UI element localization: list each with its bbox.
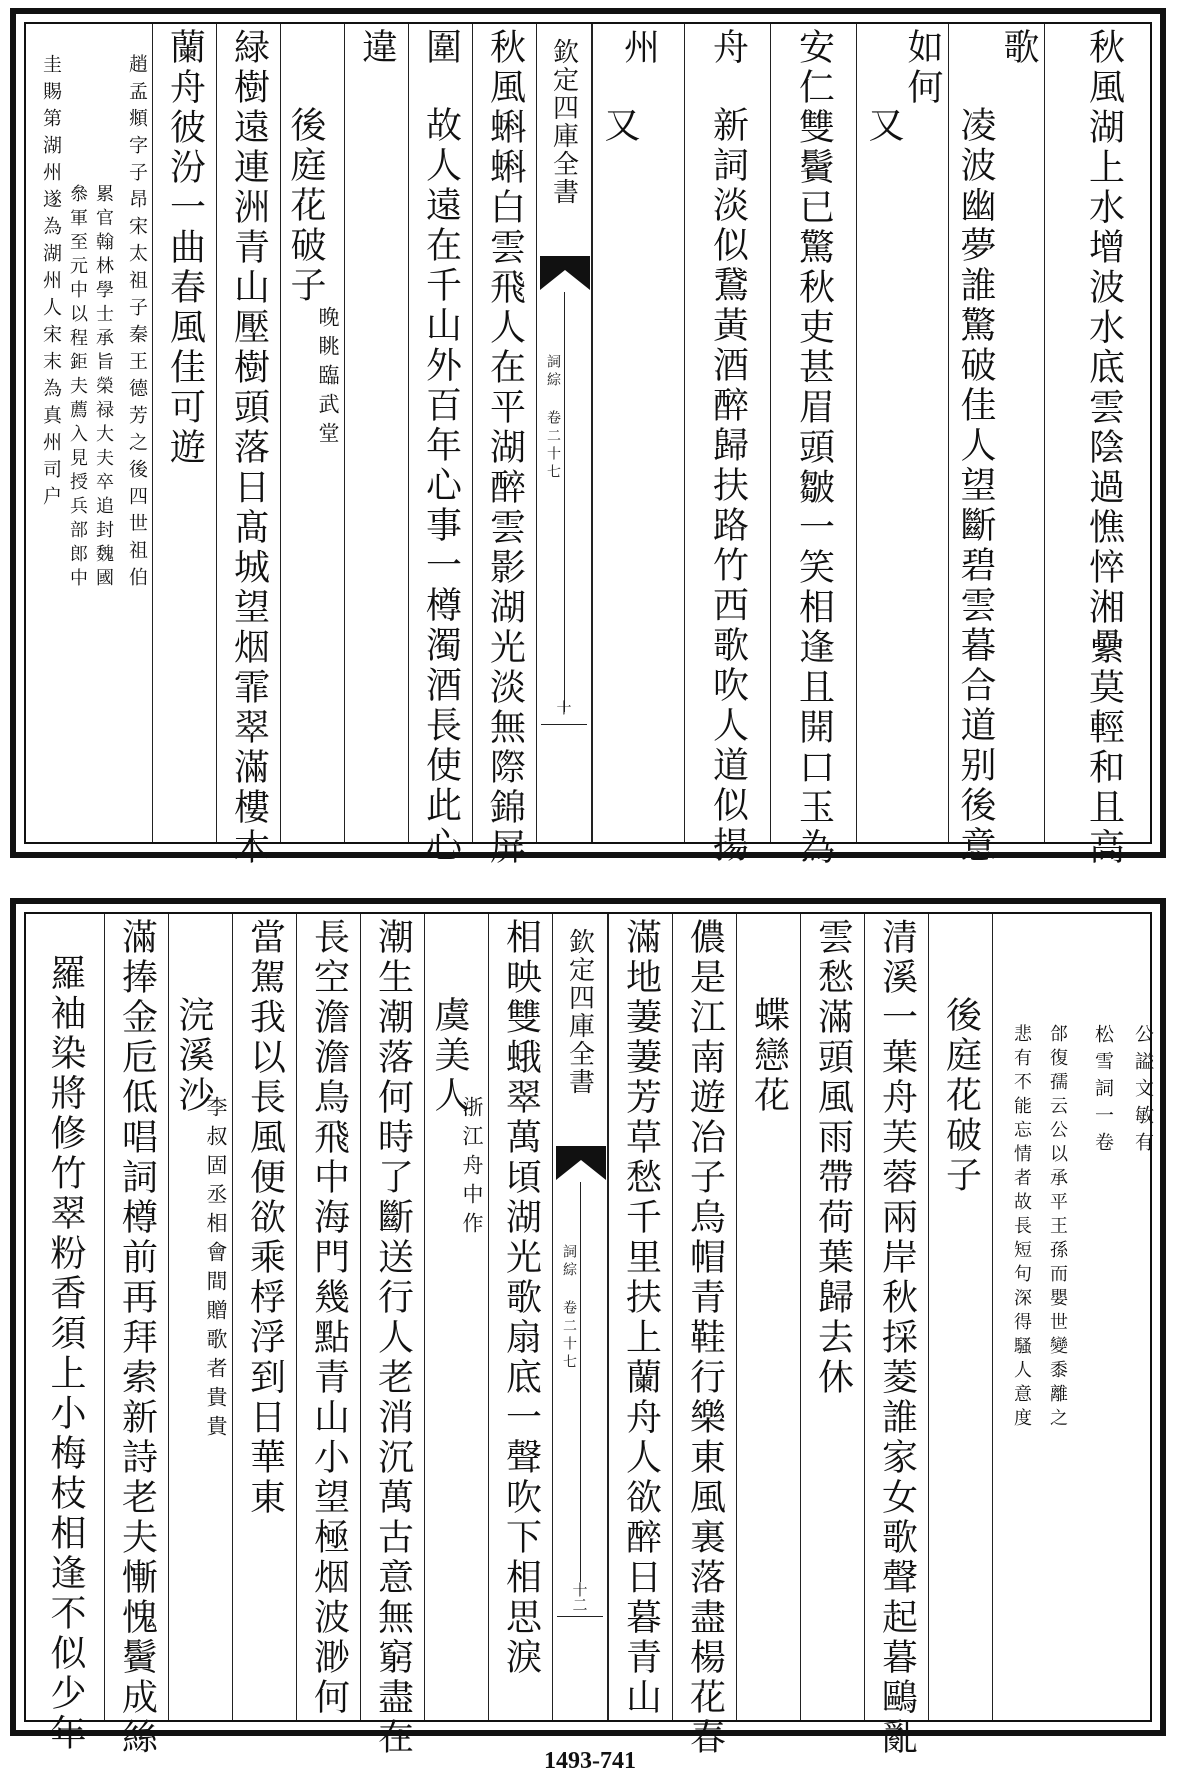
column-text: 圍 [420, 28, 462, 68]
bottom-note-column [992, 914, 1162, 1720]
top-left-col-2 [408, 24, 472, 866]
bottom-note-line-1: 公謚文敏有 [1132, 1024, 1154, 1159]
top-note-line-1: 趙孟頫字子昂宋太祖子秦王德芳之後四世祖伯 [126, 54, 148, 594]
column-text: 潮生潮落何時了斷送行人老消沉萬古意無窮盡在 [372, 918, 414, 1758]
column-text: 相映雙蛾翠萬頃湖光歌扇底一聲吹下相思淚 [500, 918, 542, 1678]
bottom-left-col-5 [232, 914, 296, 1720]
column-text: 歌 [998, 28, 1039, 68]
bottom-right-col-2 [864, 914, 928, 1758]
book-title: 欽定四庫全書 [548, 38, 579, 206]
bottom-page-frame [24, 912, 1154, 1758]
top-center-heading [536, 24, 592, 842]
column-text: 秋風蝌蝌白雲飛人在平湖醉雲影湖光淡無際錦屏 [484, 28, 526, 868]
bottom-right-col-5 [672, 914, 736, 1758]
column-text: 滿地萋萋芳草愁千里扶上蘭舟人欲醉日暮青山 [620, 918, 662, 1718]
top-right-col-6 [592, 24, 684, 842]
column-text: 長空澹澹鳥飛中海門幾點青山小望極烟波渺何 [308, 918, 350, 1718]
footer-page-code: 1493-741 [544, 1748, 636, 1774]
column-text: 秋風湖上水增波水底雲陰過憔悴湘纍莫輕和且高 [1083, 28, 1125, 868]
top-note-line-2: 圭賜第湖州遂為湖州人宋末為真州司户 [40, 54, 62, 513]
bottom-note-line-4: 悲有不能忘情者故長短句深得騷人意度 [1011, 1024, 1032, 1432]
column-text: 州 [618, 28, 660, 68]
bottom-left-col-7 [104, 914, 168, 1758]
top-note-column [26, 24, 152, 842]
tune-title: 後庭花破子 [940, 996, 982, 1196]
bottom-left-col-2 [424, 914, 488, 1720]
bottom-left-col-3 [360, 914, 424, 1758]
tune-title: 蝶戀花 [748, 996, 790, 1116]
bottom-note-line-2: 松雪詞一卷 [1092, 1024, 1114, 1159]
tune-title: 後庭花破子 [285, 106, 326, 306]
column-text-2: 故人遠在千山外百年心事一樽濁酒長使此心 [420, 106, 462, 866]
column-text-2: 又 [599, 106, 640, 146]
fish-tail-mark-icon [556, 1146, 606, 1180]
top-note-line-3: 叅軍至元中以程鉅夫薦入見授兵部郎中 [67, 184, 88, 592]
volume-label: 詞綜 卷二十七 [545, 354, 561, 482]
top-left-col-1 [472, 24, 536, 868]
bottom-left-col-1 [488, 914, 552, 1720]
top-note-line-4: 累官翰林學士承旨榮禄大夫卒追封魏國 [93, 184, 114, 592]
heading-tick [557, 1616, 603, 1617]
book-title: 欽定四庫全書 [564, 928, 595, 1096]
bottom-right-col-1 [928, 914, 992, 1720]
column-text: 儂是江南遊冶子烏帽青鞋行樂東風裏落盡楊花春 [684, 918, 726, 1758]
column-text-2: 又 [863, 106, 904, 146]
column-text: 羅袖染將修竹翠粉香須上小梅枝相逢不似少年 [45, 954, 86, 1754]
column-text: 舟 [707, 28, 749, 68]
column-text: 蘭舟彼汾一曲春風佳可遊 [164, 28, 206, 468]
top-page-frame [24, 22, 1152, 868]
top-right-col-4 [770, 24, 856, 868]
top-left-col-3 [344, 24, 408, 842]
fish-tail-mark-icon [540, 256, 590, 290]
top-left-col-4 [280, 24, 344, 842]
column-text-2: 凌波幽夢誰驚破佳人望斷碧雲暮合道别後意 [955, 106, 996, 866]
heading-rule [580, 1182, 581, 1582]
bottom-right-col-4 [736, 914, 800, 1720]
bottom-left-col-6 [168, 914, 232, 1720]
column-text: 緑樹遠連洲青山壓樹頭落日髙城望烟霏翠滿樓木 [228, 28, 270, 868]
tune-title: 虞美人 [429, 996, 470, 1116]
bottom-note-line-3: 郃復孺云公以承平王孫而嬰世變黍離之 [1047, 1024, 1068, 1432]
column-text: 滿捧金卮低唱詞樽前再拜索新詩老夫慚愧鬢成絲 [116, 918, 158, 1758]
bottom-left-col-8 [26, 914, 104, 1754]
column-text: 安仁雙鬢已驚秋吏甚眉頭皺一笑相逢且開口玉為 [793, 28, 835, 868]
top-left-col-6 [152, 24, 216, 842]
column-text: 清溪一葉舟芙蓉兩岸秋採菱誰家女歌聲起暮鷗亂 [876, 918, 918, 1758]
top-page [10, 8, 1166, 868]
tune-subtitle: 晚眺臨武堂 [316, 306, 340, 451]
bottom-right-col-6 [608, 914, 672, 1720]
heading-tick [541, 724, 587, 725]
bottom-center-heading [552, 914, 608, 1720]
top-left-col-5 [216, 24, 280, 868]
top-right-col-3 [856, 24, 948, 842]
top-right-col-5 [684, 24, 770, 866]
column-text: 雲愁滿頭風雨帶荷葉歸去休 [812, 918, 854, 1398]
page-number: 十二 [570, 1582, 589, 1612]
heading-rule [564, 292, 565, 712]
column-text: 如何 [902, 28, 943, 108]
column-text: 違 [356, 28, 398, 68]
column-text: 當駕我以長風便欲乘桴浮到日華東 [244, 918, 286, 1518]
bottom-page [10, 898, 1166, 1758]
bottom-right-col-3 [800, 914, 864, 1720]
tune-subtitle: 浙江舟中作 [460, 1096, 484, 1241]
page-number: 十 [554, 700, 573, 715]
tune-subtitle: 李叔固丞相會間贈歌者貴貴 [204, 1096, 228, 1444]
tune-title: 浣溪沙 [173, 996, 214, 1116]
column-text-2: 新詞淡似鵞黃酒醉歸扶路竹西歌吹人道似揚 [707, 106, 749, 866]
volume-label: 詞綜 卷二十七 [561, 1244, 577, 1372]
top-right-col-2 [948, 24, 1044, 866]
top-right-col-1 [1044, 24, 1162, 868]
bottom-left-col-4 [296, 914, 360, 1720]
